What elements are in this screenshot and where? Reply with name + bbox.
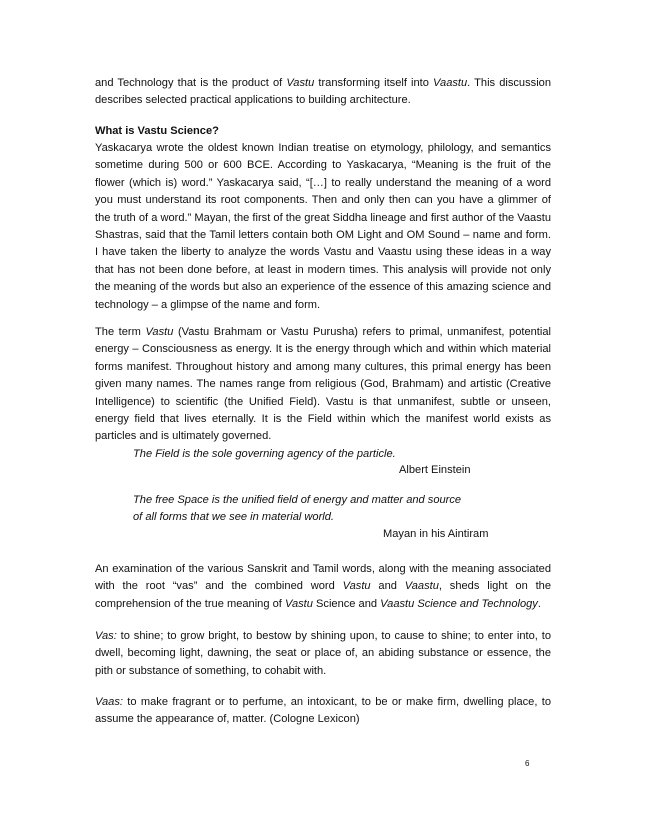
quote-einstein-author: Albert Einstein <box>399 464 471 476</box>
definition-vas: Vas: to shine; to grow bright, to bestow by shining upon, to cause to shine; to enter into, to dwell, becoming light, dawning, the seat or place of, an abiding substance or essence, the pith or substance of something, to cohabit with. <box>95 630 551 677</box>
quote-mayan-line2: of all forms that we see in material world. <box>133 511 334 523</box>
quote-mayan-line1: The free Space is the unified field of energy and matter and source <box>133 494 462 506</box>
definition-vaas: Vaas: to make fragrant or to perfume, an intoxicant, to be or make firm, dwelling place, to assume the appearance of, matter. (Cologne Lexicon) <box>95 696 551 726</box>
paragraph-yaskacarya: Yaskacarya wrote the oldest known Indian treatise on etymology, philology, and semantics sometime during 500 or 600 BCE. According to Yaskacarya, “Meaning is the fruit of the flower (which is) word.” Yaskacarya said, “[…] to really understand the meaning of a word you must understand its root components. Then and only then can you have a glimmer of the truth of a word.” Mayan, the first of the great Siddha lineage and first author of the Vaastu Shastras, said that the Tamil letters contain both OM Light and OM Sound – name and form. I have taken the liberty to analyze the words Vastu and Vaastu using these ideas in a way that has not been done before, at least in modern times. This analysis will provide not only the meaning of the words but also an experience of the essence of this amazing science and technology – a glimpse of the name and form. <box>95 142 551 311</box>
paragraph-vastu-term: The term Vastu (Vastu Brahmam or Vastu Purusha) refers to primal, unmanifest, potential energy – Consciousness as energy. It is the energy through which and within which material forms manifest. Throughout history and among many cultures, this primal energy has been given many names. The names range from religious (God, Brahmam) and artistic (Creative Intelligence) to scientific (the Unified Field). Vastu is that unmanifest, subtle or unseen, energy field that lives eternally. It is the Field within which the manifest world exists as particles and is ultimately governed. <box>95 326 551 443</box>
definition-vaas-term: Vaas: <box>95 696 123 708</box>
paragraph-examination: An examination of the various Sanskrit and Tamil words, along with the meaning associated with the root “vas” and the combined word Vastu and Vaastu, sheds light on the comprehension of the true meaning of Vastu Science and Vaastu Science and Technology. <box>95 563 551 610</box>
quote-einstein-text: The Field is the sole governing agency of the particle. <box>133 448 396 460</box>
quote-mayan-author: Mayan in his Aintiram <box>383 528 489 540</box>
section-heading: What is Vastu Science? <box>95 125 219 137</box>
definition-vas-term: Vas: <box>95 630 117 642</box>
intro-paragraph: and Technology that is the product of Vastu transforming itself into Vaastu. This discussion describes selected practical applications to building architecture. <box>95 77 552 107</box>
page-number: 6 <box>525 759 530 768</box>
